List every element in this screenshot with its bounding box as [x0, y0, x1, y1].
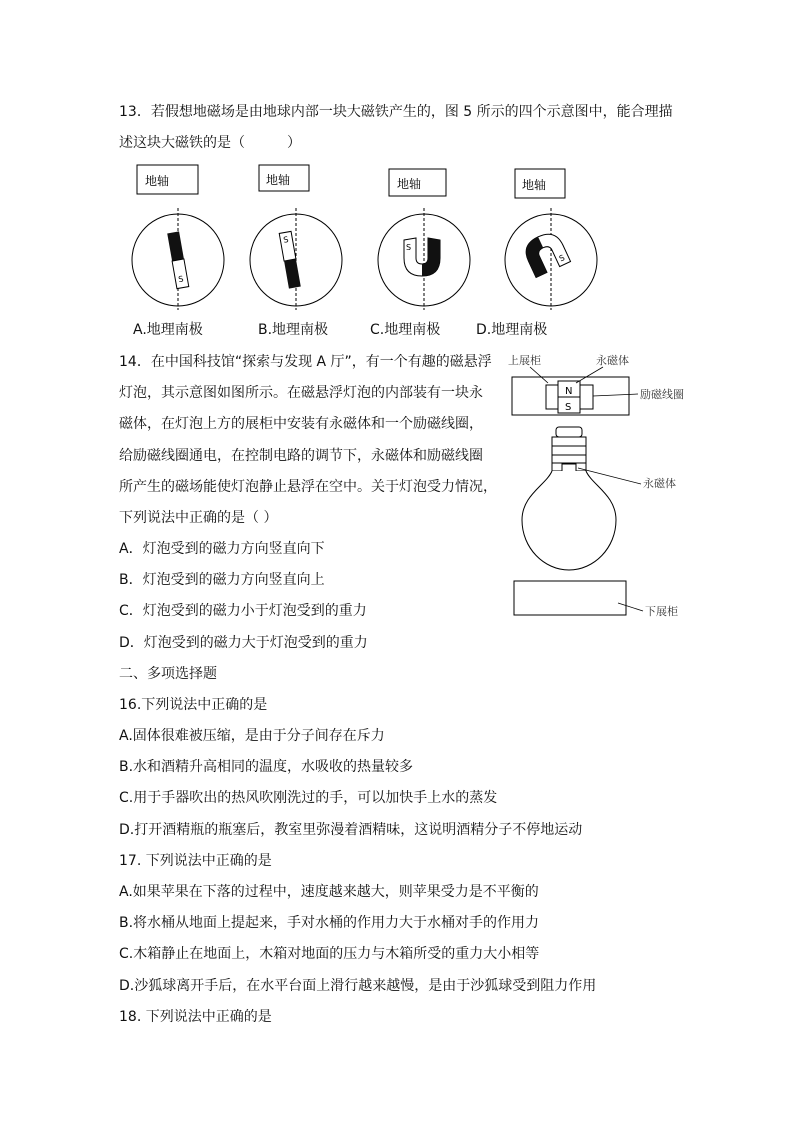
s-pole-label: S [177, 274, 185, 285]
bulb-glass [522, 471, 616, 570]
q14-stem-line-3: 磁体，在灯泡上方的展柜中安装有永磁体和一个励磁线圈， [119, 416, 483, 432]
q13-option-a: A.地理南极 [133, 322, 203, 338]
q14-option-a: A．灯泡受到的磁力方向竖直向下 [119, 541, 325, 557]
q13-stem-line-1: 13．若假想地磁场是由地球内部一块大磁铁产生的，图 5 所示的四个示意图中，能合理描 [119, 104, 673, 120]
q16-option-a: A.固体很难被压缩，是由于分子间存在斥力 [119, 728, 385, 744]
lower-cabinet-box [514, 581, 626, 615]
q17-stem: 17. 下列说法中正确的是 [119, 853, 272, 869]
axis-label: 地轴 [522, 178, 547, 192]
top-magnet-label: 永磁体 [596, 354, 629, 367]
horseshoe-magnet [521, 229, 571, 278]
q14-stem-line-2: 灯泡，其示意图如图所示。在磁悬浮灯泡的内部装有一块永 [119, 385, 483, 401]
section-title: 二、多项选择题 [119, 666, 217, 682]
q14-stem-line-4: 给励磁线圈通电，在控制电路的调节下，永磁体和励磁线圈 [119, 448, 483, 464]
excitation-coil-left [546, 385, 558, 409]
q13-option-c: C.地理南极 [370, 322, 441, 338]
q16-option-b: B.水和酒精升高相同的温度，水吸收的热量较多 [119, 759, 414, 775]
s-pole-label: S [557, 253, 567, 264]
q18-stem: 18. 下列说法中正确的是 [119, 1009, 272, 1025]
horseshoe-magnet [404, 238, 440, 276]
q16-stem: 16.下列说法中正确的是 [119, 697, 268, 713]
q14-option-c: C．灯泡受到的磁力小于灯泡受到的重力 [119, 603, 367, 619]
s-pole-label: S [406, 243, 412, 252]
q14-stem-line-1: 14．在中国科技馆“探索与发现 A 厅”，有一个有趣的磁悬浮 [119, 354, 492, 370]
q17-option-b: B.将水桶从地面上提起来，手对水桶的作用力大于水桶对手的作用力 [119, 915, 540, 931]
excitation-coil-label: 励磁线圈 [640, 388, 684, 401]
q13-stem-line-2: 述这块大磁铁的是（ ） [119, 135, 301, 151]
excitation-coil-right [580, 385, 593, 409]
q13-diagram-d [505, 169, 597, 310]
q17-option-c: C.木箱静止在地面上，木箱对地面的压力与木箱所受的重力大小相等 [119, 946, 540, 962]
q16-option-c: C.用于手器吹出的热风吹刚洗过的手，可以加快手上水的蒸发 [119, 790, 498, 806]
q17-option-d: D.沙狐球离开手后，在水平台面上滑行越来越慢，是由于沙狐球受到阻力作用 [119, 978, 597, 994]
bulb-magnet-label: 永磁体 [643, 477, 676, 490]
q13-diagram-a [132, 165, 224, 310]
q13-option-d: D.地理南极 [476, 322, 548, 338]
upper-cabinet-label: 上展柜 [508, 354, 541, 367]
bulb-cap [556, 427, 582, 437]
axis-label: 地轴 [145, 174, 170, 188]
q14-option-b: B．灯泡受到的磁力方向竖直向上 [119, 572, 325, 588]
q14-option-d: D．灯泡受到的磁力大于灯泡受到的重力 [119, 635, 368, 651]
bar-magnet [279, 231, 301, 288]
s-pole-label: S [282, 235, 290, 245]
n-pole-label: N [565, 386, 573, 397]
q17-option-a: A.如果苹果在下落的过程中，速度越来越大，则苹果受力是不平衡的 [119, 884, 539, 900]
lower-cabinet-label: 下展柜 [645, 605, 678, 618]
q13-option-b: B.地理南极 [258, 322, 329, 338]
q14-stem-line-6: 下列说法中正确的是（ ） [119, 510, 278, 526]
q16-option-d: D.打开酒精瓶的瓶塞后，教室里弥漫着酒精味，这说明酒精分子不停地运动 [119, 822, 583, 838]
s-pole-label: S [565, 402, 572, 413]
q13-diagram-b [250, 165, 342, 310]
axis-label: 地轴 [266, 173, 291, 187]
q13-diagram-c [378, 169, 470, 310]
bar-magnet [167, 231, 189, 288]
q14-stem-line-5: 所产生的磁场能使灯泡静止悬浮在空中。关于灯泡受力情况， [119, 479, 497, 495]
axis-label: 地轴 [397, 177, 422, 191]
q14-figure [500, 345, 700, 620]
